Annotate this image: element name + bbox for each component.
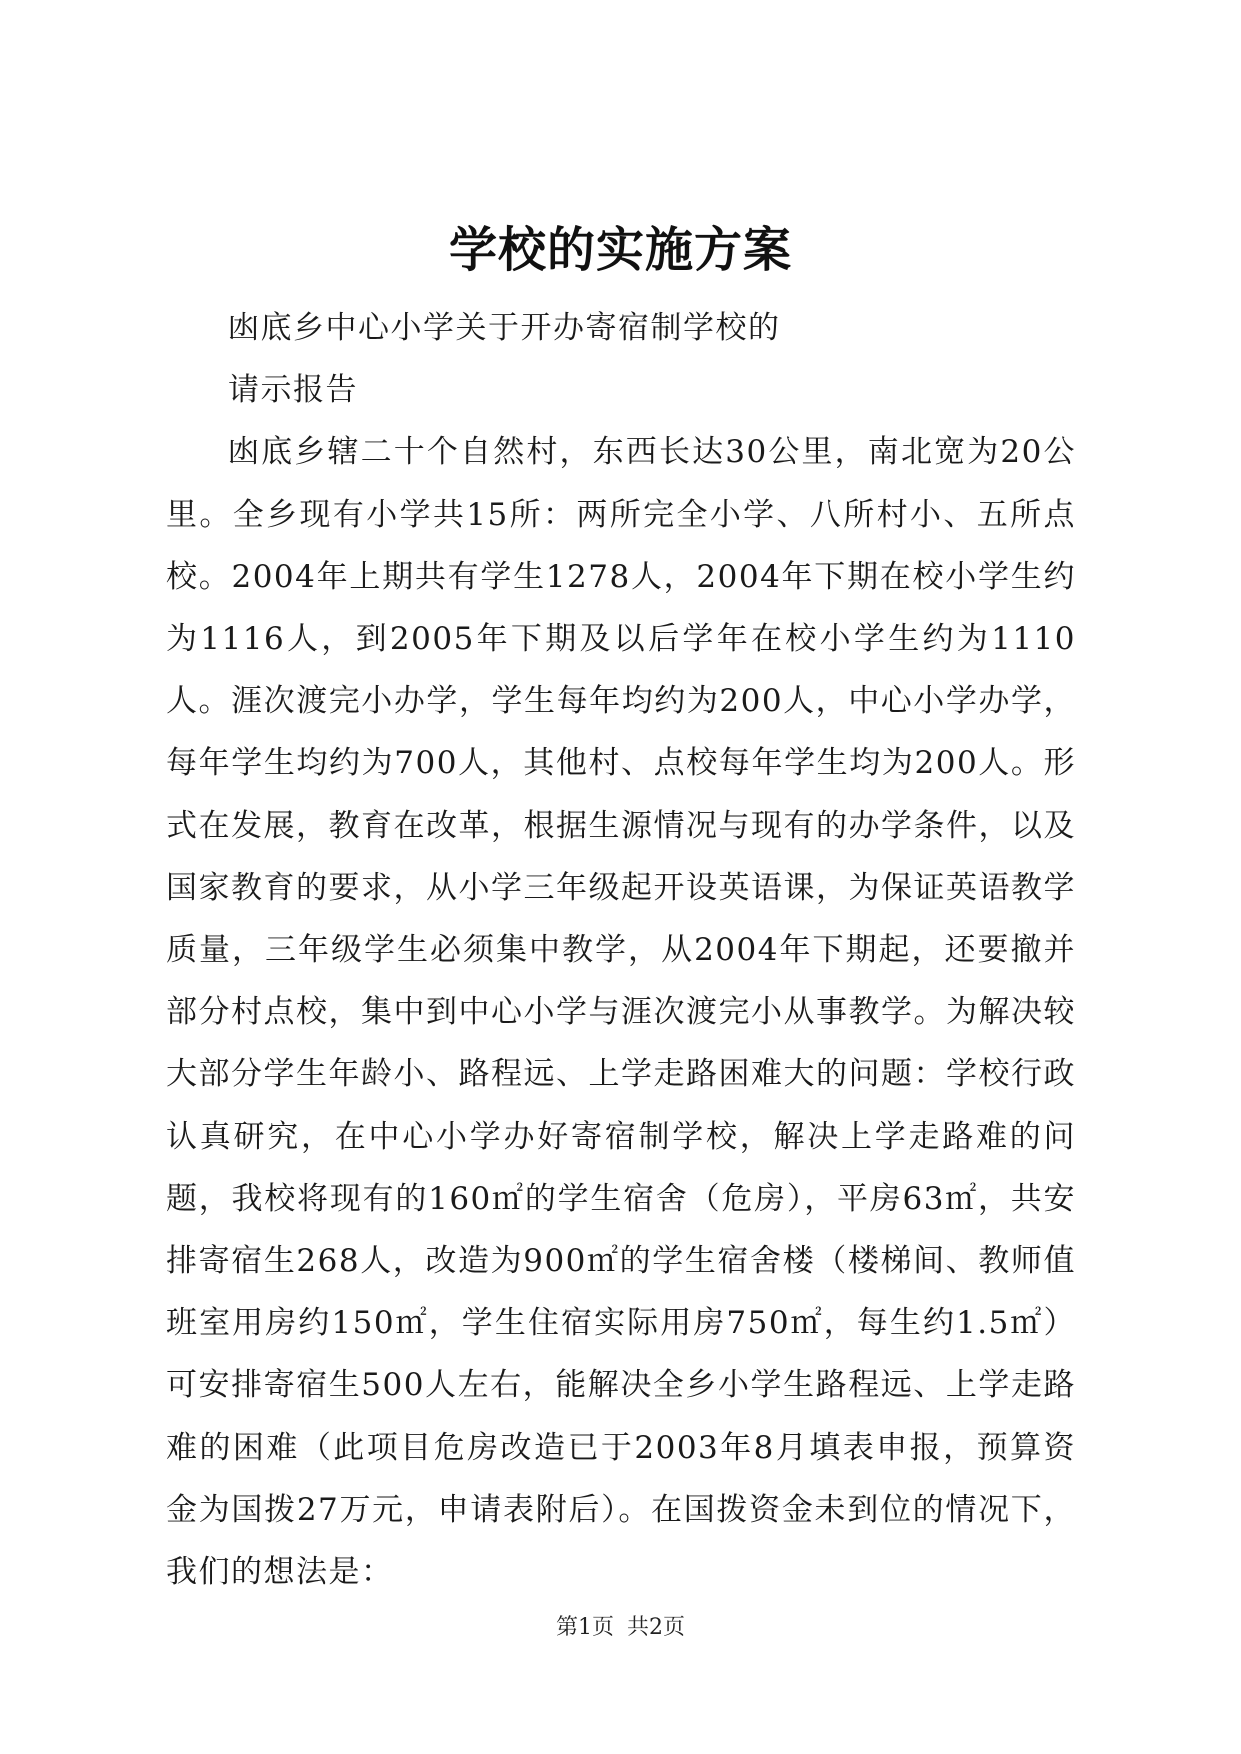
document-body	[166, 297, 1076, 1603]
page-number-total: 共2页	[627, 1615, 685, 1640]
page-number-current: 第1页	[556, 1615, 614, 1640]
page-footer	[0, 1613, 1241, 1643]
body-paragraph: 凼底乡辖二十个自然村，东西长达30公里，南北宽为20公里。全乡现有小学共15所：两所完全小学、八所村小、五所点校。2004年上期共有学生1278人，2004年下期在校小学生约为1116人，到2005年下期及以后学年在校小学生约为1110人。涯次渡完小办学，学生每年均约为200人，中心小学办学，每年学生均约为700人，其他村、点校每年学生均为200人。形式在发展，教育在改革，根据生源情况与现有的办学条件，以及国家教育的要求，从小学三年级起开设英语课，为保证英语教学质量，三年级学生必须集中教学，从2004年下期起，还要撤并部分村点校，集中到中心小学与涯次渡完小从事教学。为解决较大部分学生年龄小、路程远、上学走路困难大的问题：学校行政认真研究，在中心小学办好寄宿制学校，解决上学走路难的问题，我校将现有的160㎡的学生宿舍（危房），平房63㎡，共安排寄宿生268人，改造为900㎡的学生宿舍楼（楼梯间、教师值班室用房约150㎡，学生住宿实际用房750㎡，每生约1.5㎡）可安排寄宿生500人左右，能解决全乡小学生路程远、上学走路难的困难（此项目危房改造已于2003年8月填表申报，预算资金为国拨27万元，申请表附后）。在国拨资金未到位的情况下，我们的想法是：	[166, 434, 1076, 1591]
document-title: 学校的实施方案	[448, 222, 792, 278]
subtitle-line-2: 请示报告	[228, 372, 358, 409]
subtitle-line-1: 凼底乡中心小学关于开办寄宿制学校的	[228, 310, 781, 346]
